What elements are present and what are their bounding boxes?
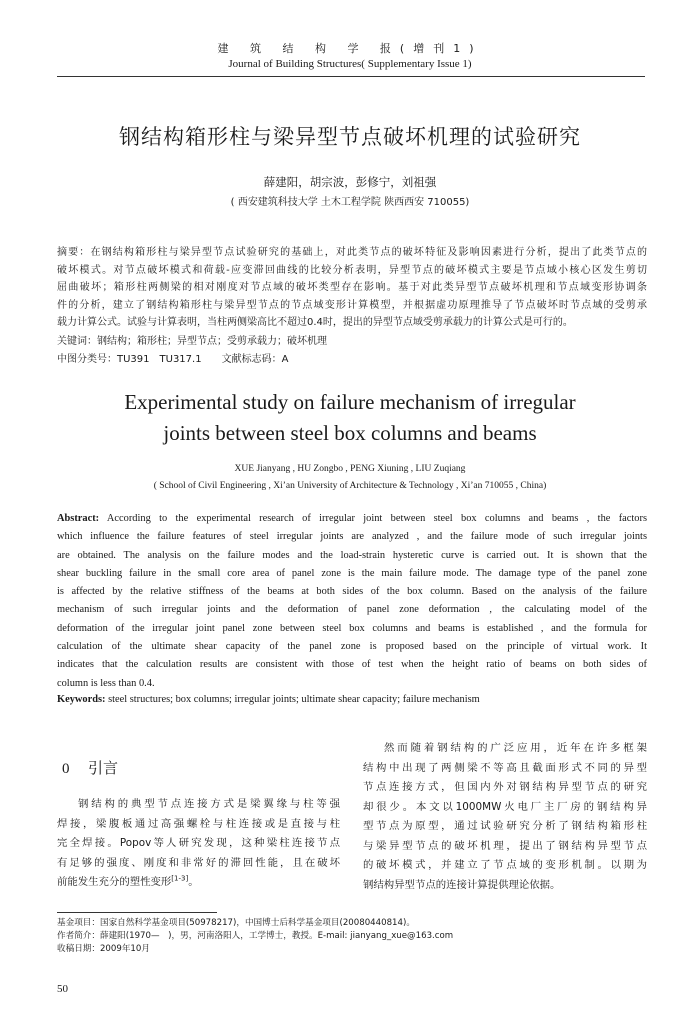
paper-title-en-line2: joints between steel box columns and beams <box>163 421 537 445</box>
abstract-en-line: calculation of the ultimate shear capacity of the panel zone is proposed based on the principle of virtual work. It <box>57 641 647 653</box>
header-rule <box>57 76 645 77</box>
abstract-en <box>57 510 647 693</box>
footnotes <box>57 917 453 956</box>
body-line: 钢结构的典型节点连接方式是梁翼缘与柱等强 <box>78 798 340 810</box>
abstract-en-line: shear buckling failure in the small core area of panel zone is the main failure mode. The damage type of the panel zone <box>57 567 647 579</box>
abstract-cn <box>57 244 647 332</box>
section-number: 0 <box>62 761 70 777</box>
abstract-en-line: which influence the failure features of steel irregular joints are analyzed , and the failure mode of such irregular joints <box>57 531 647 543</box>
affiliation-cn: ( 西安建筑科技大学 土木工程学院 陕西西安 710055) <box>230 197 470 208</box>
body-line: 型节点为原型，通过试验研究分析了钢结构箱形柱 <box>363 820 647 832</box>
paper-title-en <box>0 387 700 449</box>
keywords-cn: 关键词：钢结构；箱形柱；异型节点；受剪承载力；破坏机理 <box>57 336 327 347</box>
body-line: 焊接，梁腹板通过高强螺栓与柱连接或是直接与柱 <box>57 817 340 830</box>
body-line: 结构中出现了两侧梁不等高且截面形式不同的异型 <box>363 761 647 774</box>
citation: [1-3] <box>171 874 189 883</box>
footnote-author: 作者简介：薛建阳(1970— )，男，河南洛阳人，工学博士，教授。E-mail: jianyang_xue@163.com <box>57 931 454 941</box>
abstract-cn-line: 破坏模式。对节点破坏模式和荷载-应变滞回曲线的比较分析表明，异型节点的破坏模式主要是节点域小核心区发生剪切 <box>57 264 647 276</box>
body-line: 却很少。本文以1000MW火电厂主厂房的钢结构异 <box>363 800 647 813</box>
keywords-en-text: steel structures; box columns; irregular joints; ultimate shear capacity; failure mechanism <box>105 694 480 705</box>
section-title: 引言 <box>88 759 119 777</box>
keywords-en <box>57 694 480 705</box>
abstract-cn-line: 摘要：在钢结构箱形柱与梁异型节点试验研究的基础上，对此类节点的破坏特征及影响因素进行分析，提出了此类节点的 <box>57 247 647 258</box>
body-line-text: 前能发生充分的塑性变形 <box>57 876 172 888</box>
body-column-right <box>363 739 647 895</box>
body-line: 节点连接方式，但国内外对钢结构异型节点的研究 <box>363 781 647 793</box>
body-line: 完全焊接。Popov等人研究发现，这种梁柱连接节点 <box>57 837 340 849</box>
body-column-left <box>57 795 340 893</box>
abstract-en-line: mechanism of such irregular joints and the deformation of panel zone deformation , the calculating model of the <box>57 604 647 616</box>
abstract-en-line-text: According to the experimental research of irregular joint between steel box columns and beams , the factors <box>99 513 647 524</box>
abstract-en-line: column is less than 0.4. <box>57 677 155 689</box>
abstract-en-line: indicates that the calculation results are consistent with those of test when the height ratio of beams on both sides of <box>57 659 647 671</box>
abstract-cn-line: 件的分析，建立了钢结构箱形柱与梁异型节点的节点域变形计算模型，并根据虚功原理推导了节点破坏时节点域的受剪承 <box>57 299 647 311</box>
body-line: 的破坏模式，并建立了节点域的变形机制。以期为 <box>363 859 647 871</box>
authors-cn: 薛建阳，胡宗波，彭修宁，刘祖强 <box>263 175 437 189</box>
section-heading <box>62 757 118 778</box>
abstract-en-label: Abstract: <box>57 513 100 524</box>
body-line-end: 。 <box>188 876 199 888</box>
paper-title-cn: 钢结构箱形柱与梁异型节点破坏机理的试验研究 <box>119 125 581 149</box>
abstract-en-line <box>57 510 647 528</box>
footnote-received: 收稿日期：2009年10月 <box>57 944 150 954</box>
classification-cn: 中图分类号：TU391 TU317.1 文献标志码：A <box>57 354 289 365</box>
journal-title-cn: 建 筑 结 构 学 报(增刊1) <box>217 42 483 55</box>
abstract-en-line: is affected by the relative stiffness of the beams at both sides of the box column. Based on the analysis of the failure <box>57 586 647 598</box>
body-line: 与梁异型节点的破坏机理，提出了钢结构异型节点 <box>363 839 647 852</box>
abstract-cn-line: 载力计算公式。试验与计算表明，当柱两侧梁高比不超过0.4时，提出的异型节点域受剪承载力的计算公式是可行的。 <box>57 317 573 329</box>
abstract-cn-line: 屈曲破坏；箱形柱两侧梁的相对刚度对节点域的破坏类型存在影响。基于对此类异型节点破坏机理和节点域变形协调条 <box>57 282 647 294</box>
footnote-fund: 基金项目：国家自然科学基金项目(50978217)，中国博士后科学基金项目(20080440814)。 <box>57 918 415 928</box>
footnote-rule <box>57 912 217 913</box>
page-number: 50 <box>57 983 68 995</box>
keywords-en-label: Keywords: <box>57 694 106 705</box>
body-line: 有足够的强度、刚度和非常好的滞回性能，且在破坏 <box>57 856 340 869</box>
authors-en: XUE Jianyang , HU Zongbo , PENG Xiuning , LIU Zuqiang <box>234 464 466 474</box>
journal-title-en: Journal of Building Structures( Supplementary Issue 1) <box>228 58 472 70</box>
abstract-en-line: deformation of the irregular joint panel zone between steel box columns and beams is established , and the formula for <box>57 622 647 634</box>
body-line <box>57 873 340 893</box>
affiliation-en: ( School of Civil Engineering , Xi’an University of Architecture & Technology , Xi’an 710055 , China) <box>153 481 547 491</box>
paper-title-en-line1: Experimental study on failure mechanism of irregular <box>124 390 576 414</box>
body-line: 钢结构异型节点的连接计算提供理论依据。 <box>363 878 561 891</box>
abstract-en-line: are obtained. The analysis on the failure modes and the load-strain hysteretic curve is carried out. It is shown that the <box>57 549 647 561</box>
body-line: 然而随着钢结构的广泛应用，近年在许多框架 <box>384 742 647 754</box>
